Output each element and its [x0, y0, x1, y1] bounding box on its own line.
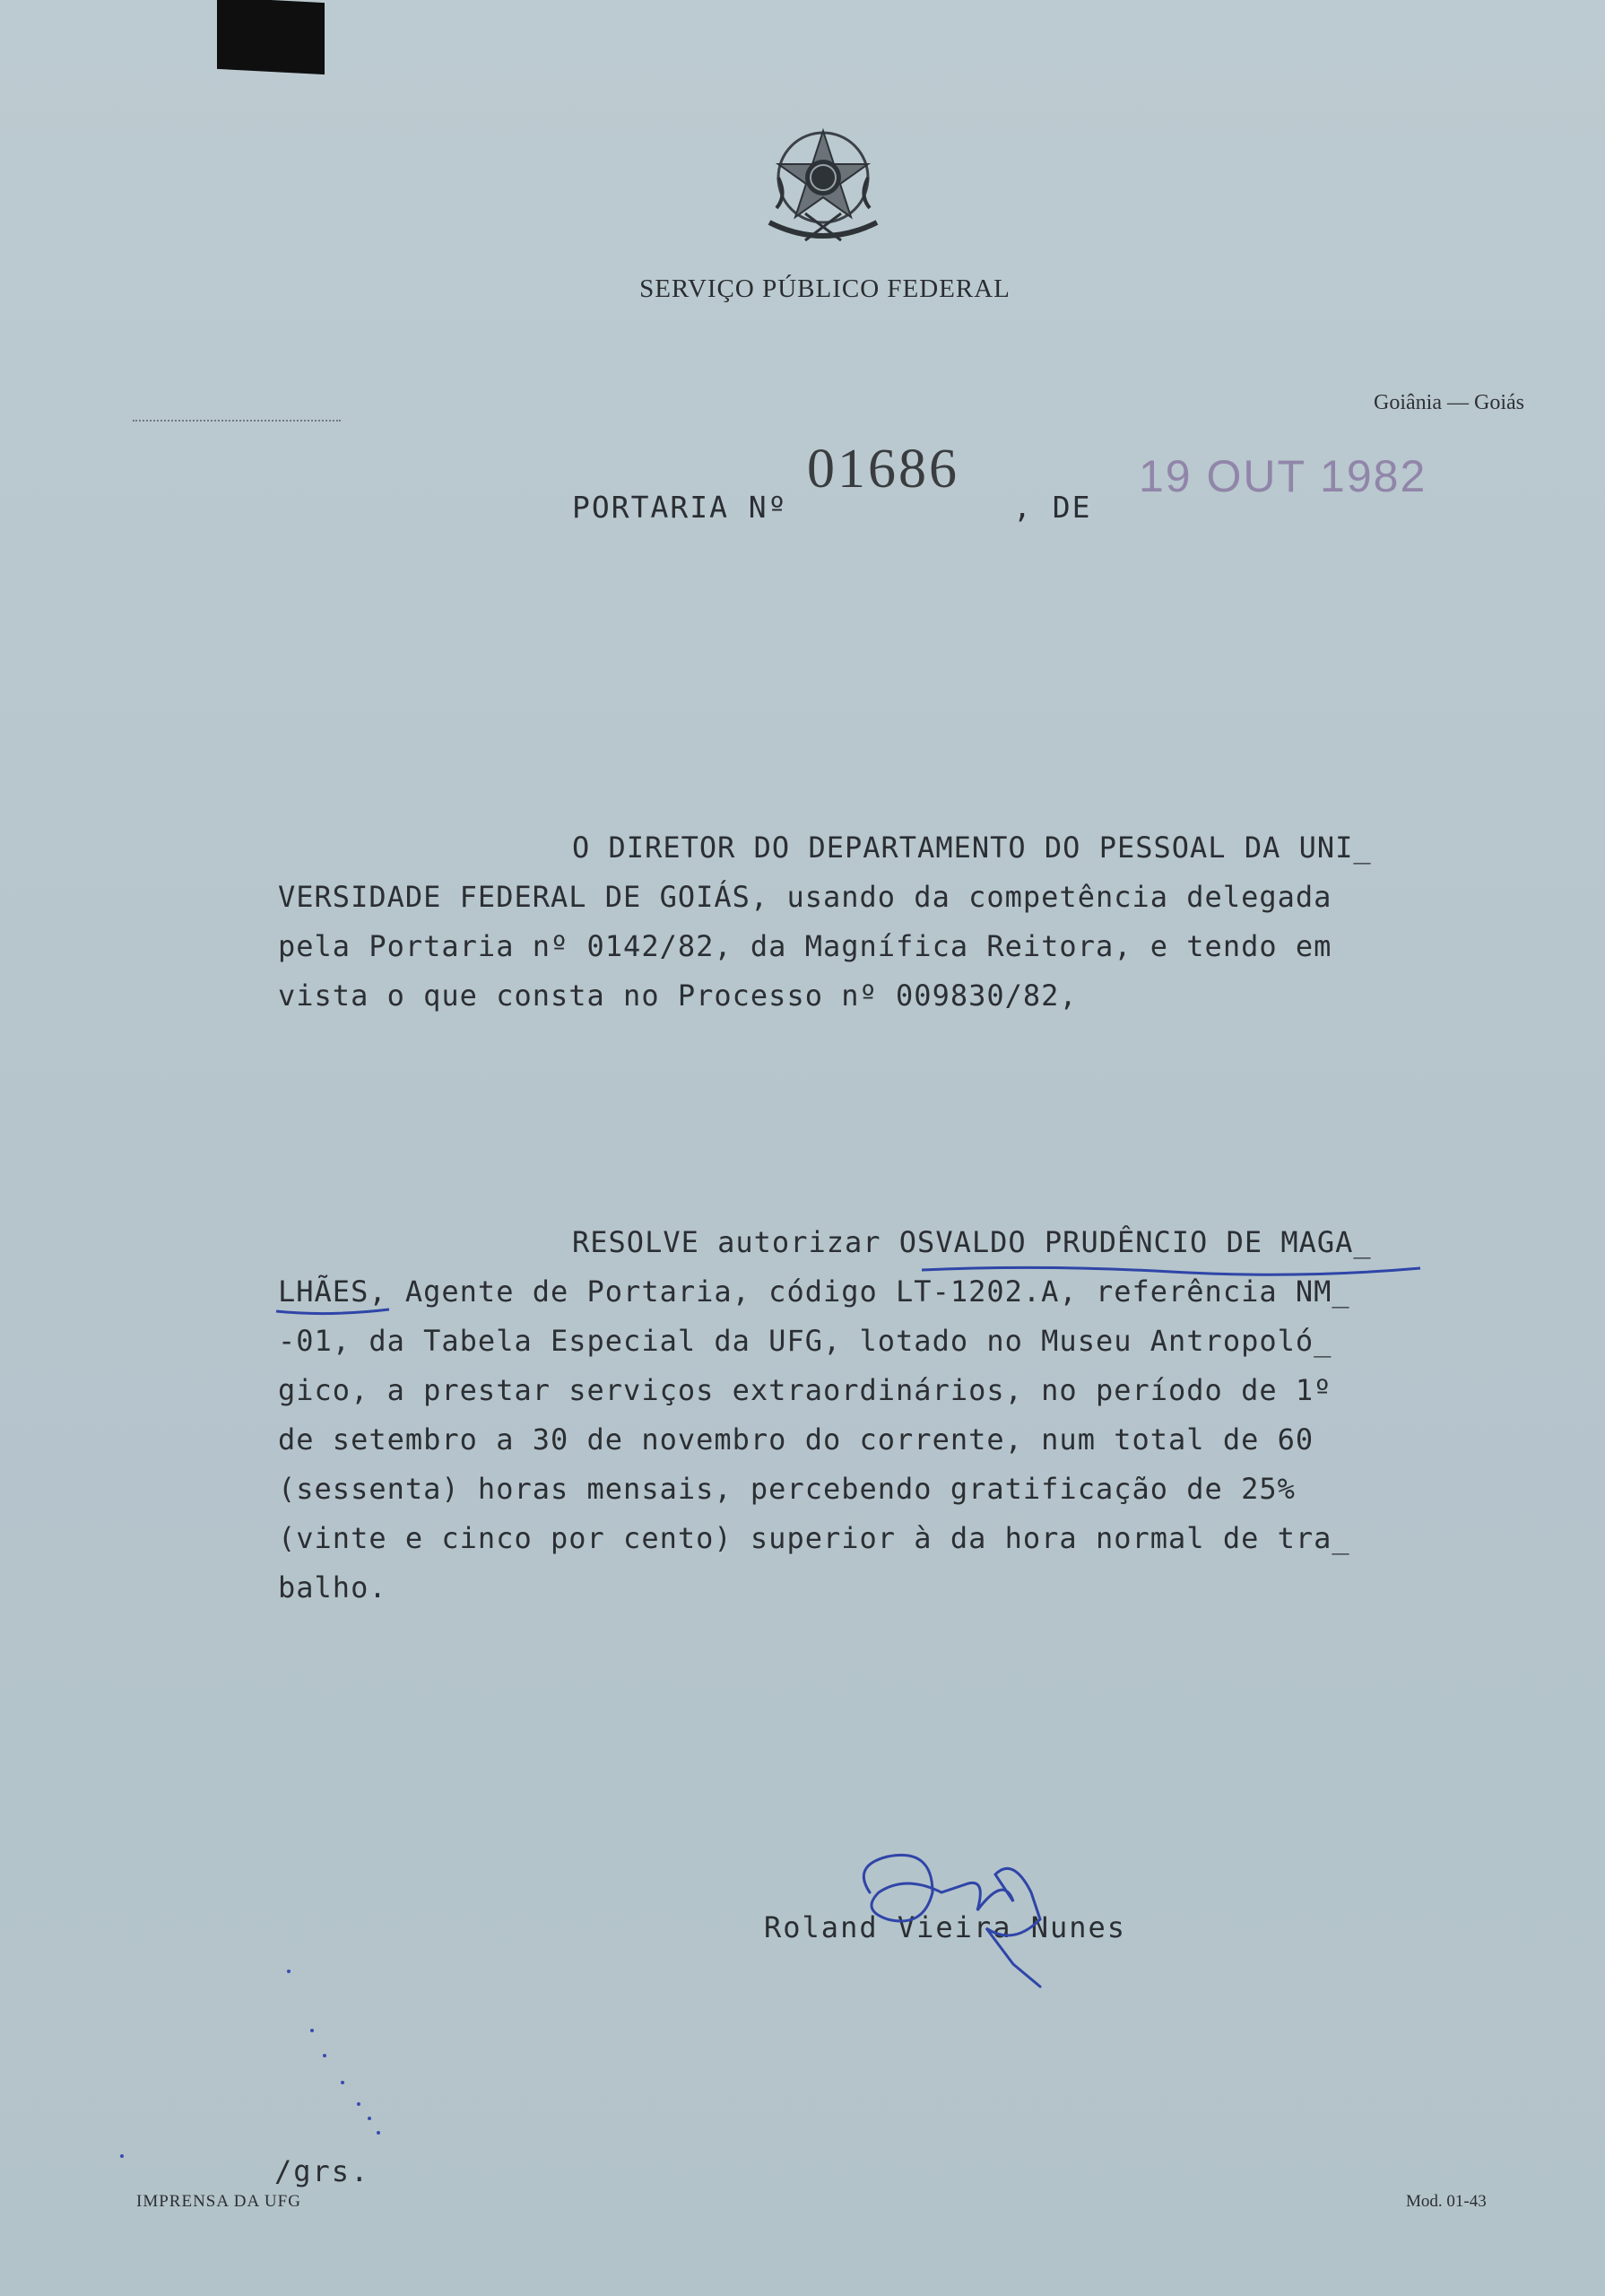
coat-of-arms-icon: [751, 115, 895, 258]
paragraph-line: RESOLVE autorizar OSVALDO PRUDÊNCIO DE MAGA_: [572, 1225, 1372, 1259]
paragraph-line: gico, a prestar serviços extraordinários, no período de 1º: [278, 1373, 1332, 1407]
form-model-number: Mod. 01-43: [1406, 2192, 1487, 2211]
preamble-paragraph: [278, 823, 1410, 1021]
dotted-line: [133, 420, 341, 422]
paragraph-line: vista o que consta no Processo nº 009830/82,: [278, 978, 1078, 1013]
pen-mark: [310, 2029, 314, 2032]
date-stamp: 19 OUT 1982: [1139, 451, 1427, 501]
pen-mark: [323, 2054, 326, 2057]
paragraph-line: de setembro a 30 de novembro do corrente, num total de 60: [278, 1422, 1314, 1457]
date-prefix-label: , DE: [1013, 490, 1092, 525]
portaria-label: PORTARIA Nº: [572, 490, 788, 525]
paragraph-line: (vinte e cinco por cento) superior à da hora normal de tra_: [278, 1521, 1350, 1555]
typist-initials: /grs.: [274, 2154, 370, 2188]
name-underline: [920, 1261, 1422, 1279]
paragraph-line: LHÃES, Agente de Portaria, código LT-1202.A, referência NM_: [278, 1274, 1350, 1309]
pen-mark: [368, 2117, 371, 2120]
name-underline: [274, 1304, 391, 1318]
pen-mark: [341, 2081, 344, 2084]
portaria-number: 01686: [807, 439, 959, 500]
pen-mark: [377, 2131, 380, 2135]
pen-mark: [357, 2102, 360, 2106]
paragraph-line: VERSIDADE FEDERAL DE GOIÁS, usando da competência delegada: [278, 880, 1332, 914]
city-location: Goiânia — Goiás: [1374, 391, 1524, 414]
paragraph-line: pela Portaria nº 0142/82, da Magnífica Reitora, e tendo em: [278, 929, 1332, 963]
paragraph-line: balho.: [278, 1570, 387, 1605]
printer-imprint: IMPRENSA DA UFG: [136, 2192, 301, 2211]
paragraph-line: -01, da Tabela Especial da UFG, lotado no Museu Antropoló_: [278, 1324, 1332, 1358]
paragraph-line: (sessenta) horas mensais, percebendo gratificação de 25%: [278, 1472, 1296, 1506]
paragraph-line: O DIRETOR DO DEPARTAMENTO DO PESSOAL DA UNI_: [572, 831, 1372, 865]
handwritten-signature: [834, 1839, 1058, 2000]
pen-mark: [287, 1970, 291, 1973]
tape-mark: [217, 0, 325, 74]
signatory-name: Roland Vieira Nunes: [764, 1910, 1127, 1944]
pen-mark: [120, 2154, 124, 2158]
header-title: SERVIÇO PÚBLICO FEDERAL: [639, 274, 1011, 303]
